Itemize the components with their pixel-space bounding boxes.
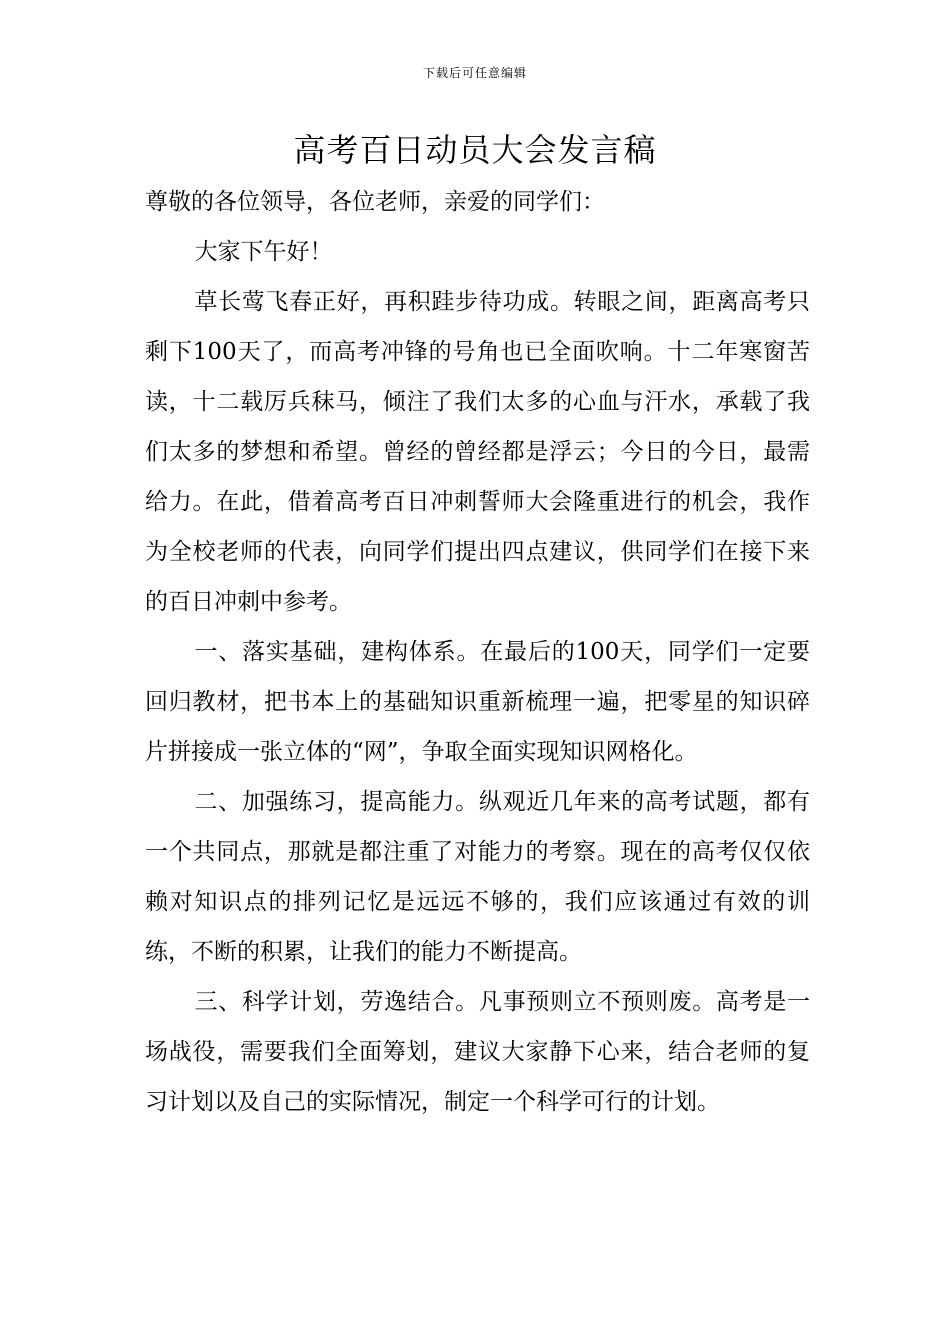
document-body bbox=[145, 177, 810, 1127]
paragraph-point-1: 一、落实基础，建构体系。在最后的100天，同学们一定要回归教材，把书本上的基础知识重新梳理一遍，把零星的知识碎片拼接成一张立体的“网”，争取全面实现知识网格化。 bbox=[145, 639, 810, 765]
header-note: 下载后可任意编辑 bbox=[422, 66, 527, 80]
document-title: 高考百日动员大会发言稿 bbox=[293, 131, 657, 169]
paragraph-intro: 草长莺飞春正好，再积跬步待功成。转眼之间，距离高考只剩下100天了，而高考冲锋的号角也已全面吹响。十二年寒窗苦读，十二载厉兵秣马，倾注了我们太多的心血与汗水，承载了我们太多的梦想和希望。曾经的曾经都是浮云；今日的今日，最需给力。在此，借着高考百日冲刺誓师大会隆重进行的机会，我作为全校老师的代表，向同学们提出四点建议，供同学们在接下来的百日冲刺中参考。 bbox=[145, 289, 810, 615]
paragraph-point-3: 三、科学计划，劳逸结合。凡事预则立不预则废。高考是一场战役，需要我们全面筹划，建议大家静下心来，结合老师的复习计划以及自己的实际情况，制定一个科学可行的计划。 bbox=[145, 989, 810, 1115]
salutation: 尊敬的各位领导，各位老师，亲爱的同学们： bbox=[145, 189, 605, 215]
paragraph-point-2: 二、加强练习，提高能力。纵观近几年来的高考试题，都有一个共同点，那就是都注重了对能力的考察。现在的高考仅仅依赖对知识点的排列记忆是远远不够的，我们应该通过有效的训练，不断的积累，让我们的能力不断提高。 bbox=[145, 789, 810, 965]
greeting: 大家下午好！ bbox=[194, 239, 333, 265]
